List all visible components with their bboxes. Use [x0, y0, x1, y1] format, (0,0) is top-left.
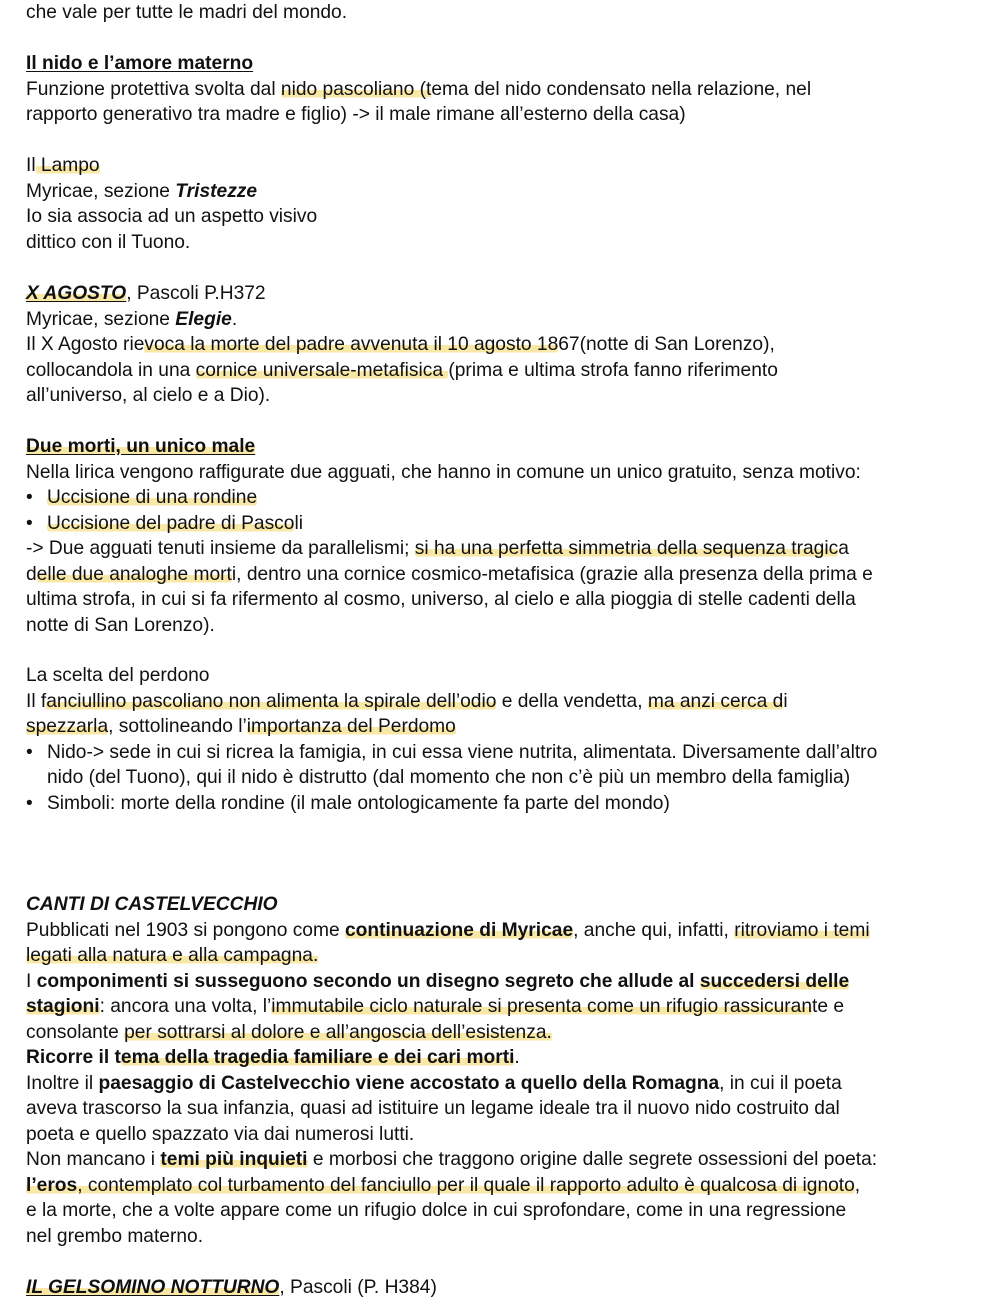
text-line — [26, 204, 317, 230]
text-segment: i, dentro una cornice cosmico-metafisica (grazie alla presenza della prima e — [231, 564, 873, 585]
text-line — [26, 1147, 877, 1173]
text-segment: Funzione protettiva svolta dal — [26, 79, 281, 100]
text-segment: Pubblicati nel 1903 si pongono come — [26, 920, 345, 941]
text-line — [26, 0, 347, 26]
bullet-marker: • — [26, 513, 33, 534]
text-segment: , sottolineando l’ — [108, 716, 247, 737]
text-segment: e morbosi che traggono origine dalle segrete ossessioni del poeta: — [307, 1149, 878, 1170]
text-segment: : ancora una volta, l’ — [99, 996, 272, 1017]
highlighted-text: nido pascoliano (t — [280, 79, 432, 100]
bullet-item — [47, 511, 303, 537]
text-line — [26, 943, 318, 969]
highlighted-text: continuazione di Myricae — [344, 920, 574, 941]
text-segment: Il f — [26, 691, 47, 712]
highlighted-text: ritroviamo i temi — [734, 920, 870, 941]
highlighted-text: , contemplato col turbamento del fanciullo per il quale il rapporto adulto è qualcosa di ignoto — [77, 1175, 855, 1196]
highlighted-text: voca la morte del padre avvenuta il 10 agosto 18 — [144, 334, 559, 355]
text-line — [26, 77, 811, 103]
bullet-item — [47, 740, 877, 766]
text-line — [26, 460, 861, 486]
text-line — [26, 892, 278, 918]
text-segment: , — [854, 1175, 861, 1196]
text-segment: componimenti si susseguono secondo un disegno segreto che allude al — [36, 971, 700, 992]
text-line — [26, 383, 270, 409]
text-line — [26, 102, 686, 128]
text-line — [26, 1045, 520, 1071]
text-line — [26, 689, 788, 715]
highlighted-text: anciullino pascoliano non alimenta la spirale dell’odio — [46, 691, 497, 712]
text-segment: Nella lirica vengono raffigurate due agguati, che hanno in comune un unico gratuito, senza motivo: — [26, 462, 861, 483]
text-segment: aveva trascorso la sua infanzia, quasi ad istituire un legame ideale tra il nuovo nido costruito dal — [26, 1098, 840, 1119]
highlighted-text: spezzarla — [26, 716, 109, 737]
text-line — [26, 307, 237, 333]
bullet-marker: • — [26, 793, 33, 814]
text-segment: nido (del Tuono), qui il nido è distrutto (dal momento che non c’è più un membro della famiglia) — [47, 767, 851, 788]
text-line — [26, 1122, 414, 1148]
text-line — [26, 1198, 846, 1224]
text-segment: . — [514, 1047, 520, 1068]
highlighted-text: temi più inquieti — [160, 1149, 308, 1170]
highlighted-text: ema della tragedia familiare e dei cari morti — [120, 1047, 515, 1068]
highlighted-text: X AGOSTO — [26, 283, 127, 304]
highlighted-text: Lampo — [35, 155, 100, 176]
text-segment: Nido-> sede in cui si ricrea la famigia, in cui essa viene nutrita, alimentata. Diversamente dall’altro — [47, 742, 878, 763]
text-line — [26, 1071, 842, 1097]
text-segment: Elegie — [175, 309, 232, 330]
text-line — [26, 1096, 840, 1122]
text-segment: La scelta del perdono — [26, 665, 210, 686]
text-line — [26, 562, 873, 588]
text-segment: a — [838, 538, 849, 559]
text-line — [26, 918, 870, 944]
text-segment: Io sia associa ad un aspetto visivo — [26, 206, 318, 227]
text-line — [26, 332, 775, 358]
text-segment: rapporto generativo tra madre e figlio) -> il male rimane all’esterno della casa) — [26, 104, 686, 125]
highlighted-text: elle due analoghe mort — [36, 564, 232, 585]
highlighted-text: l’eros — [26, 1175, 78, 1196]
text-segment: Il nido e l’amore materno — [26, 53, 254, 74]
text-line — [26, 434, 255, 460]
highlighted-text: succedersi delle — [699, 971, 850, 992]
text-segment: all’universo, al cielo e a Dio). — [26, 385, 271, 406]
text-line — [26, 663, 209, 689]
text-line — [47, 765, 850, 791]
text-line — [26, 281, 266, 307]
text-segment: Il X Agosto rie — [26, 334, 145, 355]
text-segment: CANTI DI CASTELVECCHIO — [26, 894, 278, 915]
highlighted-text: ma anzi cerca d — [647, 691, 784, 712]
text-segment: ultima strofa, in cui si fa rifermento al cosmo, universo, al cielo e alla pioggia di stelle cadenti della — [26, 589, 856, 610]
text-segment: 67(notte di San Lorenzo), — [558, 334, 775, 355]
text-segment: , Pascoli (P. H384) — [279, 1277, 437, 1298]
text-line — [26, 1224, 203, 1250]
text-segment: I — [26, 971, 37, 992]
highlighted-text: Due morti, un unico male — [26, 436, 256, 457]
text-segment: dittico con il Tuono. — [26, 232, 191, 253]
text-segment: Inoltre il — [26, 1073, 99, 1094]
text-line — [26, 714, 456, 740]
text-segment: Il — [26, 155, 36, 176]
text-line — [26, 587, 856, 613]
text-segment: (prima e ultima strofa fanno riferimento — [448, 360, 778, 381]
highlighted-text: stagioni — [26, 996, 100, 1017]
text-line — [26, 969, 849, 995]
highlighted-text: si ha una perfetta simmetria della sequenza tragic — [414, 538, 839, 559]
highlighted-text: immutabile ciclo naturale si presenta come un rifugio rassicuran — [271, 996, 812, 1017]
highlighted-text: legati alla natura e alla campagna. — [26, 945, 319, 966]
highlighted-text: per sottrarsi al dolore e all’angoscia dell’esistenza. — [124, 1022, 552, 1043]
text-line — [26, 613, 215, 639]
text-segment: e della vendetta, — [496, 691, 648, 712]
text-line — [26, 179, 257, 205]
text-segment: notte di San Lorenzo). — [26, 615, 215, 636]
bullet-marker: • — [26, 487, 33, 508]
bullet-item — [47, 485, 257, 511]
text-segment: , in cui il poeta — [719, 1073, 842, 1094]
text-segment: e la morte, che a volte appare come un rifugio dolce in cui sprofondare, come in una regressione — [26, 1200, 847, 1221]
text-line — [26, 358, 778, 384]
text-line — [26, 153, 100, 179]
text-line — [26, 230, 190, 256]
bullet-item — [47, 791, 670, 817]
text-segment: Tristezze — [175, 181, 258, 202]
text-segment: , anche qui, infatti, — [573, 920, 735, 941]
text-segment: che vale per tutte le madri del mondo. — [26, 2, 348, 23]
text-segment: poeta e quello spazzato via dai numerosi lutti. — [26, 1124, 415, 1145]
text-segment: Myricae, sezione — [26, 309, 176, 330]
text-line — [26, 1275, 437, 1301]
text-segment: d — [26, 564, 37, 585]
bullet-marker: • — [26, 742, 33, 763]
text-segment: li — [294, 513, 303, 534]
text-segment: . — [231, 309, 238, 330]
text-segment: Non mancano i — [26, 1149, 161, 1170]
text-line — [26, 1173, 860, 1199]
text-segment: te e — [812, 996, 845, 1017]
text-line — [26, 536, 849, 562]
highlighted-text: Uccisione di una rondine — [47, 487, 258, 508]
text-segment: -> Due agguati tenuti insieme da parallelismi; — [26, 538, 415, 559]
text-segment: consolante — [26, 1022, 125, 1043]
text-segment: Myricae, sezione — [26, 181, 176, 202]
text-segment: nel grembo materno. — [26, 1226, 204, 1247]
highlighted-text: IL GELSOMINO NOTTURNO — [26, 1277, 280, 1298]
text-segment: Simboli: morte della rondine (il male ontologicamente fa parte del mondo) — [47, 793, 670, 814]
text-segment: ema del nido condensato nella relazione, nel — [431, 79, 812, 100]
highlighted-text: cornice universale-metafisica — [195, 360, 449, 381]
highlighted-text: Uccisione del padre di Pasco — [47, 513, 295, 534]
text-line — [26, 1020, 552, 1046]
highlighted-text: importanza del Perdomo — [246, 716, 456, 737]
text-segment: Ricorre il t — [26, 1047, 121, 1068]
text-segment: collocandola in una — [26, 360, 196, 381]
text-line — [26, 51, 253, 77]
text-segment: , Pascoli P.H372 — [126, 283, 266, 304]
text-segment: paesaggio di Castelvecchio viene accostato a quello della Romagna — [98, 1073, 720, 1094]
text-segment: i — [783, 691, 788, 712]
text-line — [26, 994, 844, 1020]
